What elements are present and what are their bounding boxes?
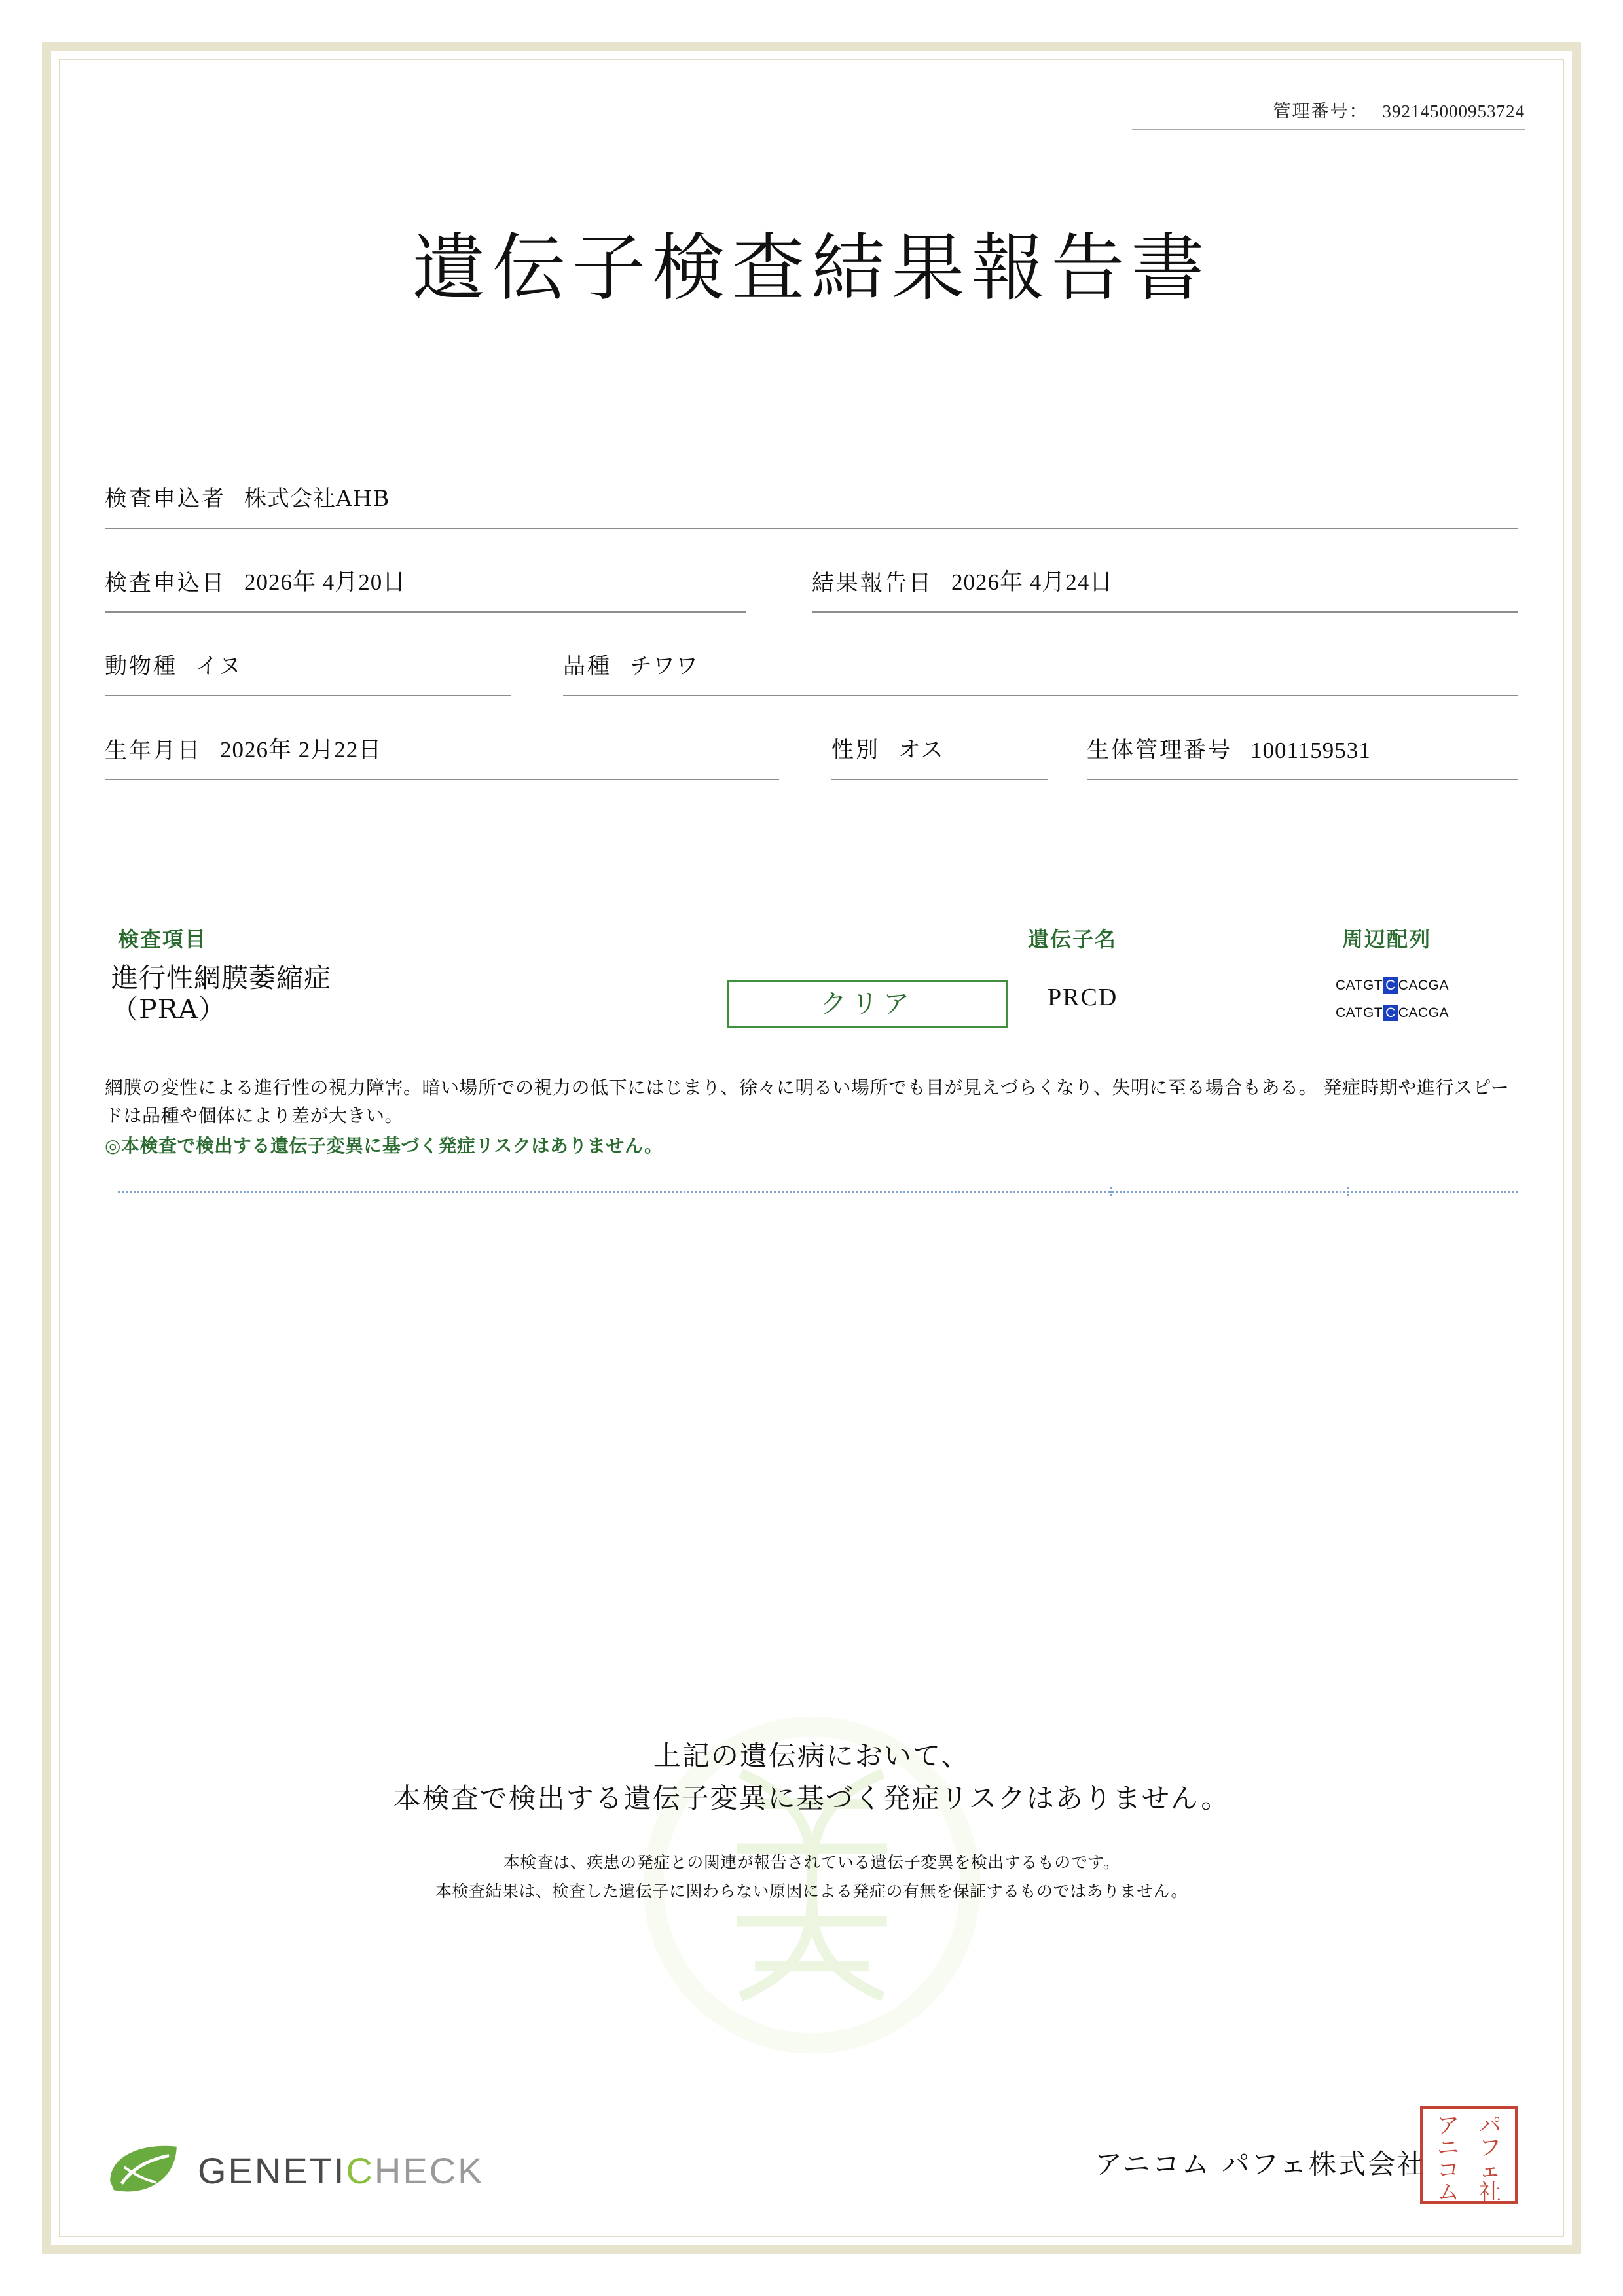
field-breed-value: チワワ xyxy=(630,653,699,679)
page-title: 遺伝子検査結果報告書 xyxy=(412,226,1211,311)
info-row-animal xyxy=(105,613,1518,696)
column-header-sequence: 周辺配列 xyxy=(1342,927,1432,952)
gene-name: PRCD xyxy=(1048,984,1118,1011)
info-row-dates xyxy=(105,529,1518,613)
section-divider-tick xyxy=(1110,1187,1112,1196)
conclusion-note-line-1: 本検査は、疾患の発症との関連が報告されている遺伝子変異を検出するものです。 xyxy=(503,1853,1120,1873)
seal-char-4: ェ社 xyxy=(1479,2157,1501,2206)
disease-name-line2: （PRA） xyxy=(111,994,227,1026)
sequence-highlight: C xyxy=(1383,1005,1398,1021)
info-block xyxy=(105,445,1518,780)
field-species-label: 動物種 xyxy=(105,653,177,679)
logo-wordmark xyxy=(198,2149,484,2192)
field-breed-label: 品種 xyxy=(563,653,611,679)
field-breed xyxy=(563,648,1518,696)
description-line2: 発症時期や進行スピードは品種や個体により差が大きい。 xyxy=(105,1077,1510,1127)
sequence-prefix: CATGT xyxy=(1336,978,1383,993)
field-animal-id-value: 1001159531 xyxy=(1250,738,1371,763)
sequence-row xyxy=(1336,978,1449,994)
company-seal xyxy=(1420,2106,1518,2204)
logo-text-1: GENETI xyxy=(198,2149,346,2191)
conclusion-line-1: 上記の遺伝病において、 xyxy=(653,1740,970,1772)
field-apply-date-label: 検査申込日 xyxy=(105,570,226,596)
risk-note: ◎本検査で検出する遺伝子変異に基づく発症リスクはありません。 xyxy=(105,1134,663,1157)
field-report-date-value: 2026年 4月24日 xyxy=(951,569,1114,595)
leaf-dna-icon xyxy=(105,2142,182,2199)
field-species xyxy=(105,648,511,696)
field-applicant-label: 検査申込者 xyxy=(105,486,226,512)
sequence-highlight: C xyxy=(1383,977,1398,994)
geneticheck-logo xyxy=(105,2142,484,2199)
sequence-suffix: CACGA xyxy=(1398,1005,1449,1020)
field-applicant-value: 株式会社AHB xyxy=(244,486,390,512)
field-sex-value: オス xyxy=(898,737,944,763)
conclusion-block xyxy=(98,1734,1525,1906)
field-report-date-label: 結果報告日 xyxy=(812,570,933,596)
field-species-value: イヌ xyxy=(196,653,242,679)
report-content xyxy=(98,79,1525,2217)
field-apply-date xyxy=(105,564,746,613)
conclusion-note-line-2: 本検査結果は、検査した遺伝子に関わらない原因による発症の有無を保証するものではありません。 xyxy=(435,1881,1188,1901)
field-birthdate-label: 生年月日 xyxy=(105,738,202,764)
seal-char-3: コム xyxy=(1437,2157,1459,2206)
seal-char-1: アニ xyxy=(1437,2113,1459,2161)
field-sex-label: 性別 xyxy=(831,737,880,763)
field-report-date xyxy=(812,564,1518,613)
control-number-label: 管理番号： xyxy=(1273,101,1368,121)
result-badge: クリア xyxy=(727,980,1008,1028)
field-apply-date-value: 2026年 4月20日 xyxy=(244,569,407,595)
logo-text-2: C xyxy=(346,2149,374,2191)
test-table-row xyxy=(105,962,1518,1054)
disease-name xyxy=(111,962,331,1026)
conclusion-note xyxy=(98,1848,1525,1906)
company-name: アニコム パフェ株式会社 xyxy=(1094,2148,1427,2180)
test-table-header xyxy=(105,923,1518,952)
field-animal-id-label: 生体管理番号 xyxy=(1087,737,1232,763)
description-line1: 網膜の変性による進行性の視力障害。暗い場所での視力の低下にはじまり、徐々に明るい場所でも目が見えづらくなり、失明に至る場合もある。 xyxy=(105,1077,1317,1098)
sequence-prefix: CATGT xyxy=(1336,1005,1383,1020)
field-birthdate-value: 2026年 2月22日 xyxy=(220,737,382,762)
field-birthdate xyxy=(105,732,779,780)
sequence-row xyxy=(1336,1005,1449,1021)
sequence-list xyxy=(1336,978,1449,1033)
control-number-value: 392145000953724 xyxy=(1382,101,1525,121)
field-applicant xyxy=(105,480,1518,529)
column-header-gene: 遺伝子名 xyxy=(1028,927,1118,952)
field-sex xyxy=(831,732,1048,780)
disease-name-line1: 進行性網膜萎縮症 xyxy=(111,962,331,994)
section-divider xyxy=(118,1191,1518,1193)
info-row-applicant xyxy=(105,445,1518,529)
seal-char-2: パフ xyxy=(1479,2113,1501,2161)
control-number xyxy=(1132,97,1525,130)
logo-text-3: HECK xyxy=(374,2149,484,2191)
disease-description xyxy=(105,1073,1518,1160)
field-animal-id xyxy=(1087,732,1518,780)
section-divider-tick xyxy=(1347,1187,1349,1196)
conclusion-line-2: 本検査で検出する遺伝子変異に基づく発症リスクはありません。 xyxy=(393,1782,1230,1815)
sequence-suffix: CACGA xyxy=(1398,978,1449,993)
info-row-birth xyxy=(105,696,1518,780)
column-header-test-item: 検査項目 xyxy=(118,927,208,952)
